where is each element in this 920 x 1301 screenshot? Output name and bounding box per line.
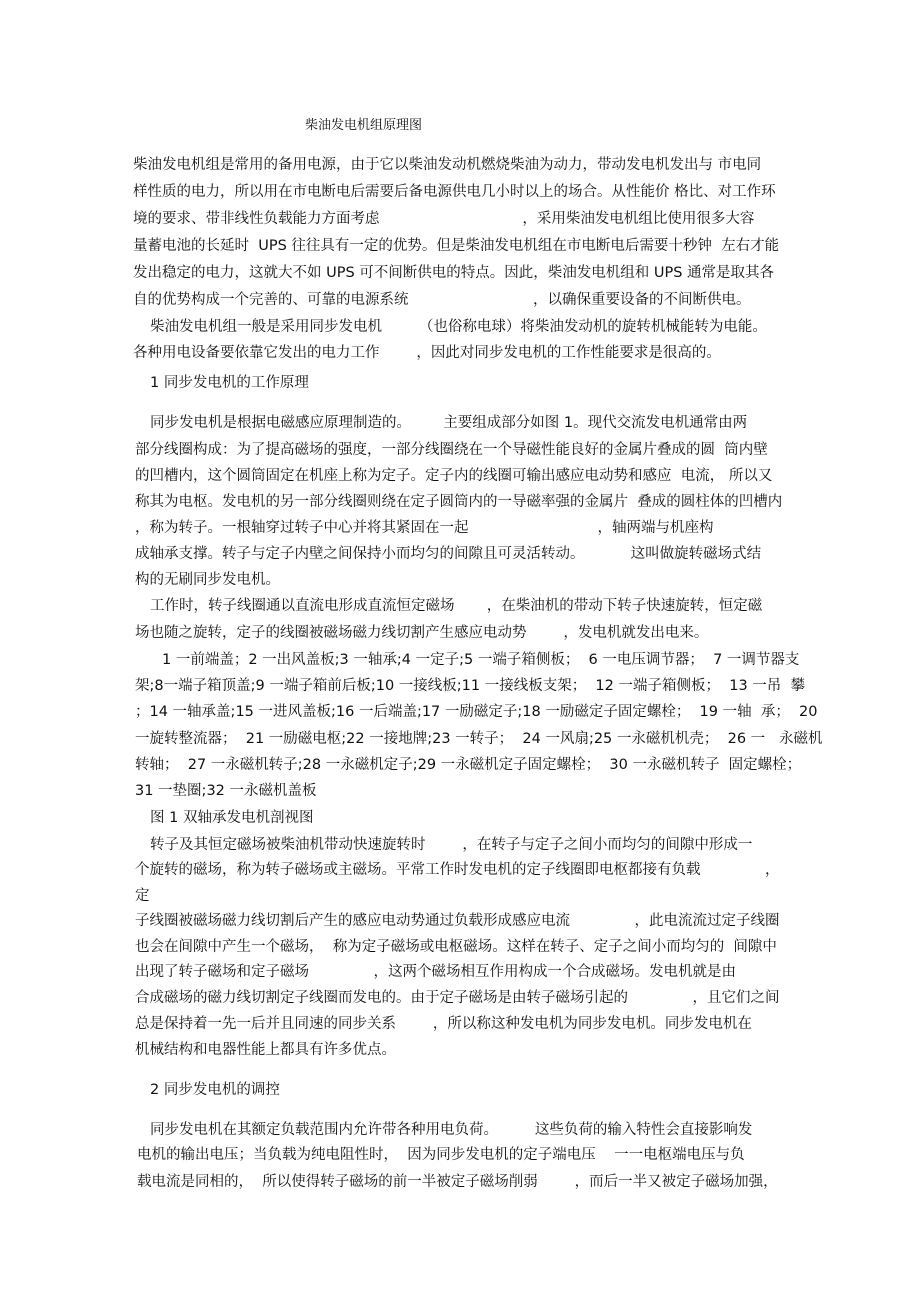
text-line: 各种用电设备要依靠它发出的电力工作 ，因此对同步发电机的工作性能要求是很高的。 — [133, 345, 721, 361]
text-line: 量蓄电池的长延时 UPS 往往具有一定的优势。但是柴油发电机组在市电断电后需要十秒钟 左右才能 — [133, 238, 780, 254]
text-line: 工作时，转子线圈通以直流电形成直流恒定磁场 ，在柴油机的带动下转子快速旋转，恒定磁 — [150, 598, 763, 614]
text-line: 定 — [135, 888, 150, 904]
text-line: ，称为转子。一根轴穿过转子中心并将其紧固在一起 ，轴两端与机座构 — [135, 520, 714, 536]
text-line: 发出稳定的电力，这就大不如 UPS 可不间断供电的特点。因此，柴油发电机组和 UPS 通常是取其各 — [133, 265, 775, 281]
section-heading: 1 同步发电机的工作原理 — [150, 375, 309, 391]
text-line: 构的无刷同步发电机。 — [135, 572, 280, 588]
text-line: 转轴； 27 一永磁机转子;28 一永磁机定子;29 一永磁机定子固定螺栓； 30 一永磁机转子 固定螺栓； — [135, 757, 802, 773]
figure-caption: 图 1 双轴承发电机剖视图 — [150, 810, 314, 826]
text-line: 载电流是同相的， 所以使得转子磁场的前一半被定子磁场削弱 ，而后一半又被定子磁场加强， — [137, 1174, 778, 1190]
text-line: 架;8一端子箱顶盖;9 一端子箱前后板;10 一接线板;11 一接线板支架； 12 一端子箱侧板； 13 一吊 攀 — [135, 678, 805, 694]
text-line: 成轴承支撑。转子与定子内壁之间保持小而均匀的间隙且可灵活转动。 这叫做旋转磁场式结 — [135, 546, 762, 562]
text-line: 柴油发电机组是常用的备用电源，由于它以柴油发动机燃烧柴油为动力，带动发电机发出与 市电同 — [133, 157, 762, 173]
text-line: 1 一前端盖；2 一出风盖板;3 一轴承;4 一定子;5 一端子箱侧板； 6 一电压调节器； 7 一调节器支 — [162, 652, 800, 668]
text-line: 电机的输出电压；当负载为纯电阻性时， 因为同步发电机的定子端电压 一一电枢端电压与负 — [137, 1147, 745, 1163]
text-line: 也会在间隙中产生一个磁场， 称为定子磁场或电枢磁场。这样在转子、定子之间小而均匀的 间隙中 — [135, 939, 777, 955]
text-line: 合成磁场的磁力线切割定子线圈而发电的。由于定子磁场是由转子磁场引起的 ，且它们之间 — [135, 990, 780, 1006]
text-line: 出现了转子磁场和定子磁场 ，这两个磁场相互作用构成一个合成磁场。发电机就是由 — [135, 964, 737, 980]
text-line: 同步发电机是根据电磁感应原理制造的。 主要组成部分如图 1。现代交流发电机通常由两 — [150, 415, 748, 431]
text-line: 自的优势构成一个完善的、可靠的电源系统 ，以确保重要设备的不间断供电。 — [133, 292, 751, 308]
text-line: 31 一垫圈;32 一永磁机盖板 — [135, 783, 317, 799]
text-line: 的凹槽内，这个圆筒固定在机座上称为定子。定子内的线圈可输出感应电动势和感应 电流， 所以又 — [135, 468, 773, 484]
text-line: 同步发电机在其额定负载范围内允许带各种用电负荷。 这些负荷的输入特性会直接影响发 — [150, 1122, 753, 1138]
text-line: ；14 一轴承盖;15 一进风盖板;16 一后端盖;17 一励磁定子;18 一励磁定子固定螺栓； 19 一轴 承； 20 — [135, 704, 818, 720]
text-line: 机械结构和电器性能上都具有许多优点。 — [135, 1042, 396, 1058]
text-line: 子线圈被磁场磁力线切割后产生的感应电动势通过负载形成感应电流 ，此电流流过定子线圈 — [135, 913, 780, 929]
text-line: 部分线圈构成：为了提高磁场的强度，一部分线圈绕在一个导磁性能良好的金属片叠成的圆 筒内壁 — [135, 442, 768, 458]
text-line: 境的要求、带非线性负载能力方面考虑 ，采用柴油发电机组比使用很多大容 — [133, 211, 755, 227]
text-line: 总是保持着一先一后并且同速的同步关系 ，所以称这种发电机为同步发电机。同步发电机在 — [135, 1016, 752, 1032]
text-line: 称其为电枢。发电机的另一部分线圈则绕在定子圆筒内的一导磁率强的金属片 叠成的圆柱体的凹槽内 — [135, 494, 783, 510]
text-line: 样性质的电力，所以用在市电断电后需要后备电源供电几小时以上的场合。从性能价 格比、对工作环 — [133, 184, 776, 200]
text-line: 转子及其恒定磁场被柴油机带动快速旋转时 ，在转子与定子之间小而均匀的间隙中形成一 — [150, 837, 753, 853]
text-line: 场也随之旋转，定子的线圈被磁场磁力线切割产生感应电动势 ，发电机就发出电来。 — [135, 625, 709, 641]
section-heading: 2 同步发电机的调控 — [150, 1082, 280, 1098]
text-line: 个旋转的磁场，称为转子磁场或主磁场。平常工作时发电机的定子线圈即电枢都接有负载 ， — [135, 862, 780, 878]
document-title: 柴油发电机组原理图 — [305, 118, 423, 133]
text-line: 柴油发电机组一般是采用同步发电机 （也俗称电球）将柴油发动机的旋转机械能转为电能。 — [150, 319, 767, 335]
text-line: 一旋转整流器； 21 一励磁电枢;22 一接地牌;23 一转子； 24 一风扇;25 一永磁机机壳； 26 一 永磁机 — [135, 731, 823, 747]
